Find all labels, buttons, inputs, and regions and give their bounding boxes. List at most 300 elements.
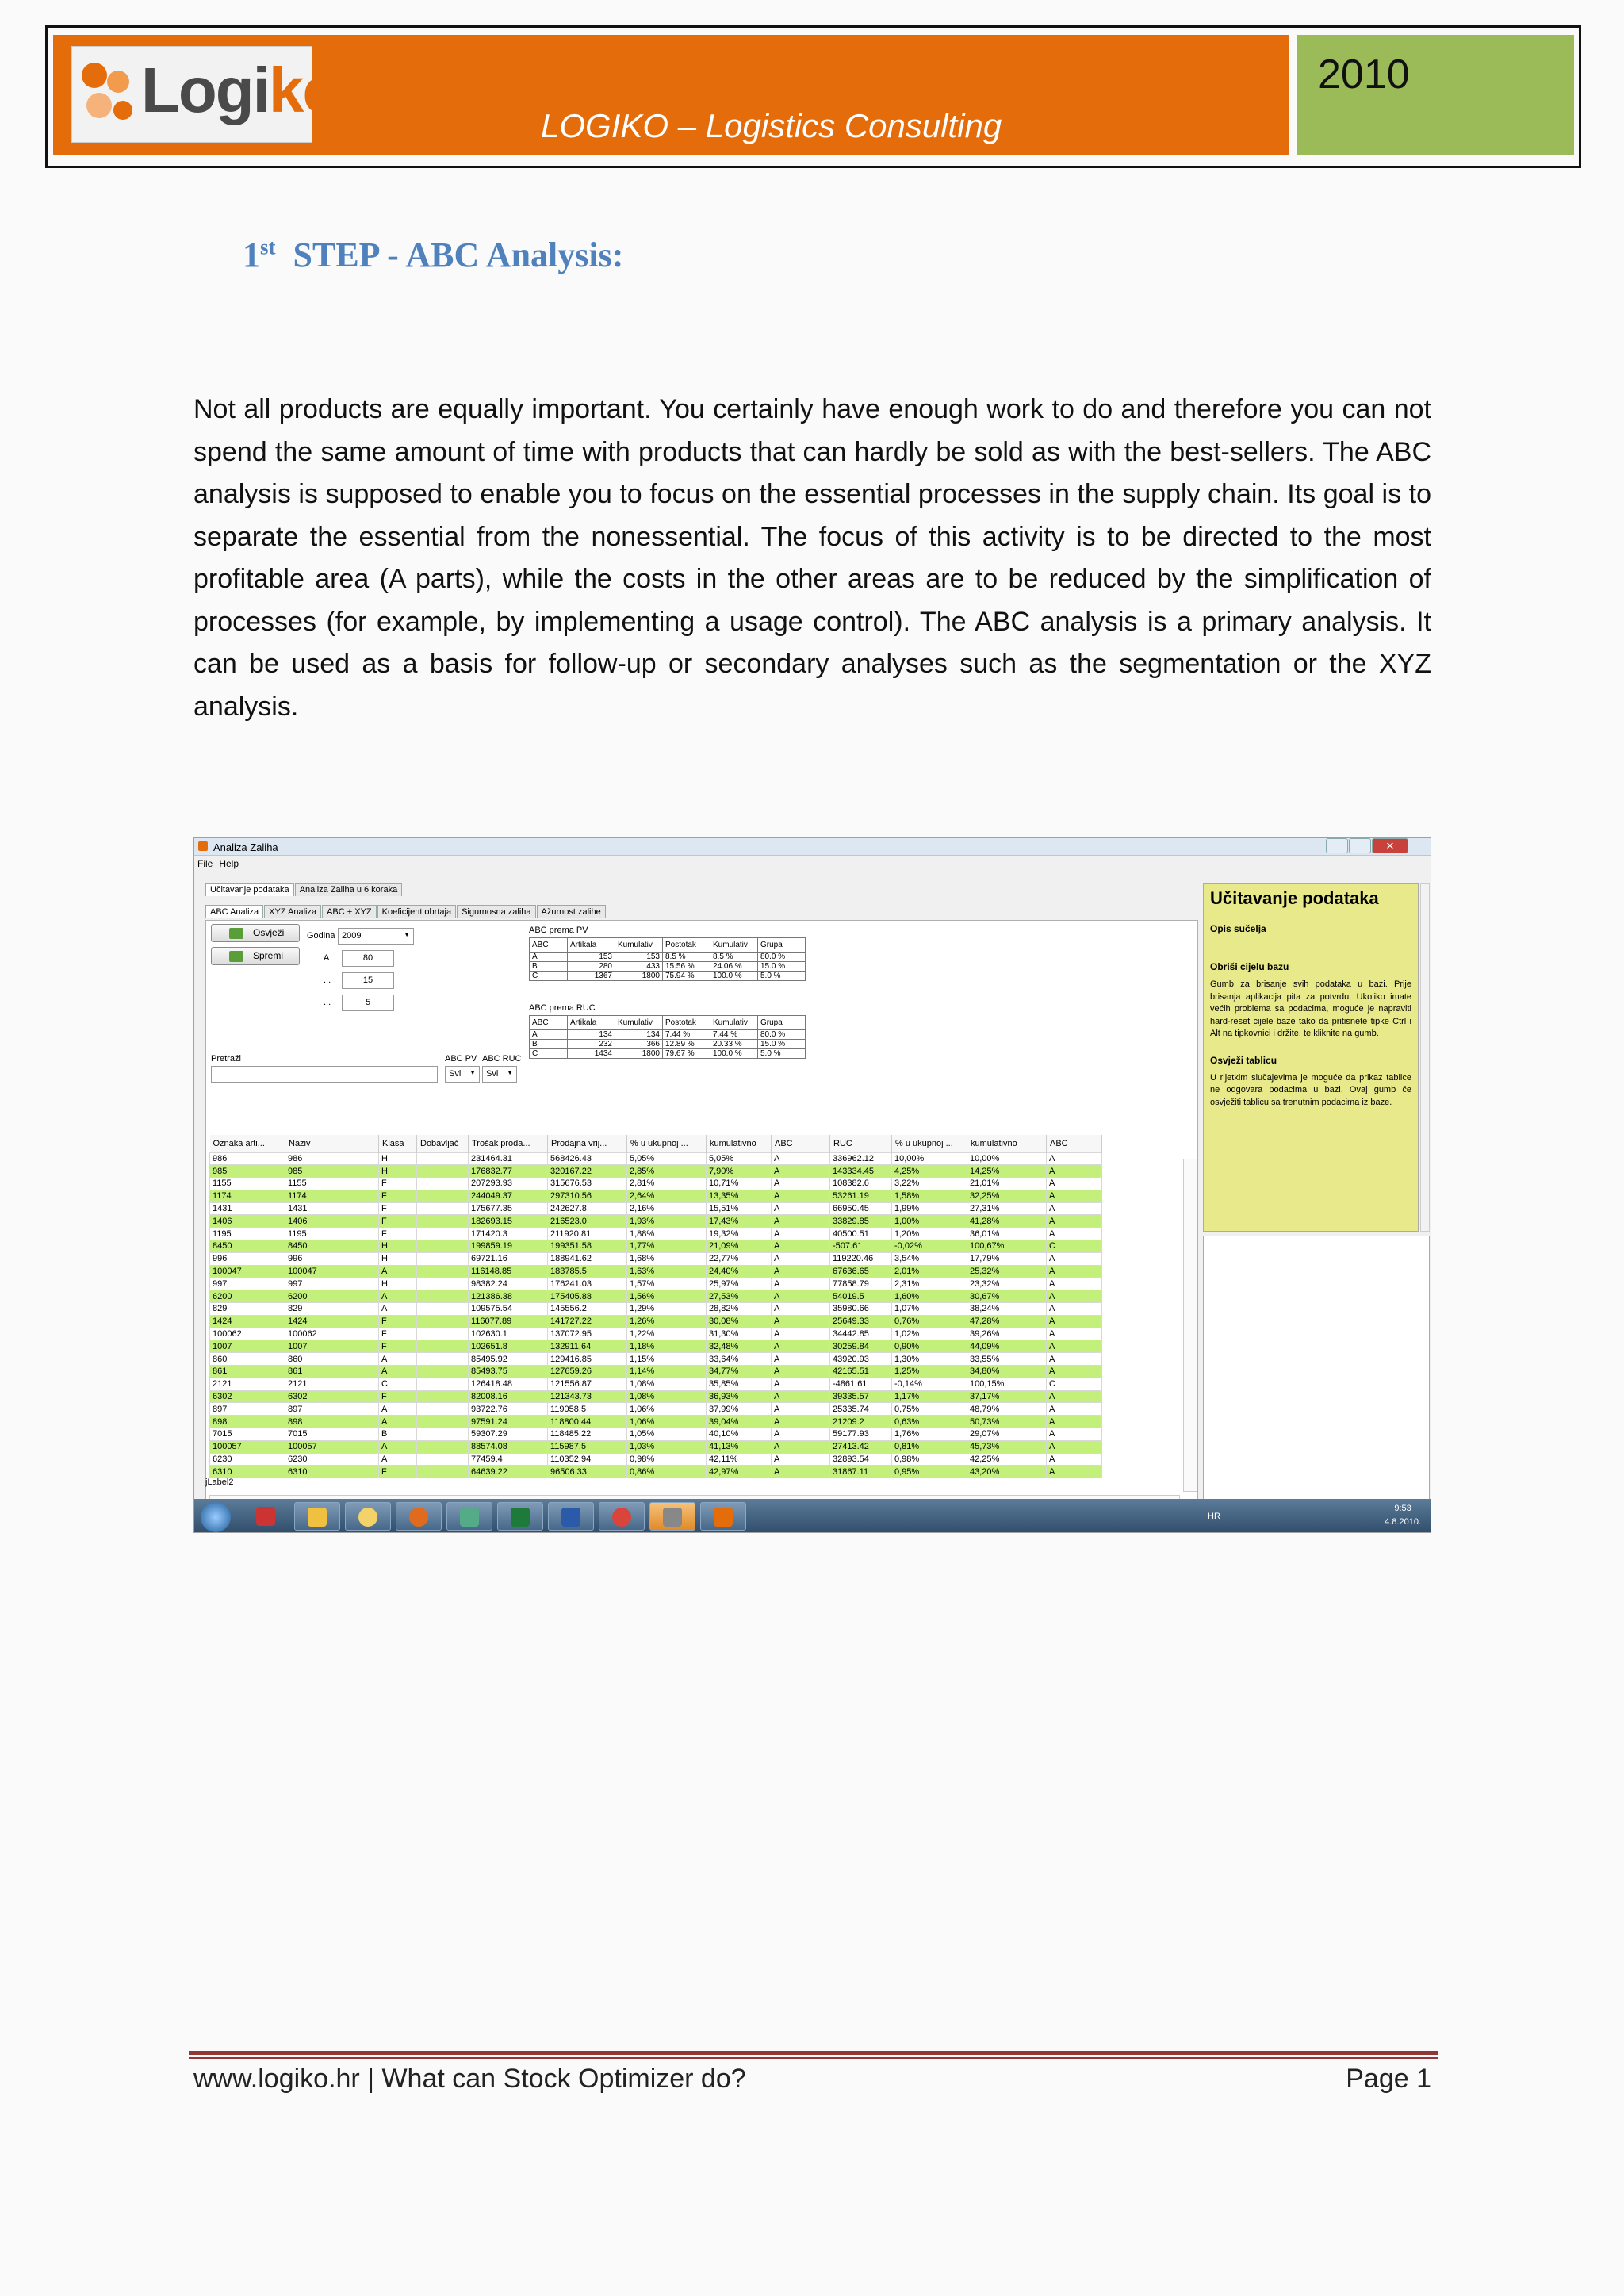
- table-cell: A: [772, 1315, 830, 1328]
- table-cell: C: [1047, 1240, 1102, 1253]
- refresh-label: Osvježi: [253, 927, 285, 938]
- table-cell: 17,79%: [967, 1252, 1047, 1265]
- table-row[interactable]: [210, 1466, 1102, 1478]
- table-cell: 108382.6: [830, 1178, 892, 1190]
- summary-cell: 366: [615, 1040, 663, 1049]
- tab-abc-xyz[interactable]: ABC + XYZ: [322, 905, 377, 918]
- table-cell: 0,63%: [892, 1416, 967, 1428]
- summary-header: ABC: [530, 938, 568, 953]
- table-cell: 102651.8: [469, 1340, 548, 1353]
- table-row[interactable]: [210, 1366, 1102, 1378]
- table-row[interactable]: [210, 1152, 1102, 1165]
- table-cell: A: [1047, 1403, 1102, 1416]
- table-cell: A: [772, 1252, 830, 1265]
- table-cell: 986: [285, 1152, 379, 1165]
- table-row[interactable]: [210, 1290, 1102, 1303]
- table-cell: 100047: [285, 1265, 379, 1278]
- table-cell: A: [1047, 1328, 1102, 1340]
- table-cell: 25335.74: [830, 1403, 892, 1416]
- taskbar-sticky[interactable]: [345, 1502, 391, 1531]
- help-panel: [1203, 883, 1419, 1232]
- summary-cell: 7.44 %: [710, 1030, 758, 1040]
- summary-cell: B: [530, 1040, 568, 1049]
- table-cell: 59307.29: [469, 1428, 548, 1441]
- table-cell: 35,85%: [707, 1378, 772, 1390]
- table-cell: 986: [210, 1152, 285, 1165]
- column-header[interactable]: kumulativno: [707, 1135, 772, 1152]
- table-row[interactable]: [210, 1215, 1102, 1228]
- table-cell: 1,88%: [627, 1228, 707, 1240]
- table-cell: 2,01%: [892, 1265, 967, 1278]
- table-cell: 23,32%: [967, 1278, 1047, 1290]
- table-cell: A: [379, 1353, 417, 1366]
- summary-header: Kumulativ: [710, 1016, 758, 1030]
- table-cell: 1155: [285, 1178, 379, 1190]
- page-number: Page 1: [1346, 2064, 1431, 2094]
- table-cell: 33,55%: [967, 1353, 1047, 1366]
- summary-cell: 79.67 %: [663, 1049, 710, 1059]
- table-cell: A: [772, 1390, 830, 1403]
- table-cell: 7,90%: [707, 1165, 772, 1178]
- table-cell: 127659.26: [548, 1366, 627, 1378]
- column-header[interactable]: Naziv: [285, 1135, 379, 1152]
- minimize-button[interactable]: [1326, 838, 1348, 853]
- table-cell: C: [379, 1378, 417, 1390]
- table-cell: F: [379, 1340, 417, 1353]
- summary-cell: C: [530, 1049, 568, 1059]
- table-cell: F: [379, 1466, 417, 1478]
- table-cell: 19,32%: [707, 1228, 772, 1240]
- table-cell: 1431: [285, 1202, 379, 1215]
- summary-cell: 5.0 %: [758, 1049, 806, 1059]
- column-header[interactable]: % u ukupnoj ...: [892, 1135, 967, 1152]
- taskbar-word[interactable]: [548, 1502, 594, 1531]
- column-header[interactable]: Oznaka arti...: [210, 1135, 285, 1152]
- table-row[interactable]: [210, 1178, 1102, 1190]
- table-cell: [417, 1290, 469, 1303]
- table-cell: 0,98%: [627, 1453, 707, 1466]
- table-cell: 1,00%: [892, 1215, 967, 1228]
- c-input[interactable]: 5: [342, 995, 394, 1011]
- abc-pv-label: ABC PV: [445, 1054, 477, 1064]
- table-row[interactable]: [210, 1315, 1102, 1328]
- table-cell: A: [1047, 1152, 1102, 1165]
- table-cell: B: [379, 1428, 417, 1441]
- tab-koeficijent[interactable]: Koeficijent obrtaja: [377, 905, 456, 918]
- table-cell: 41,13%: [707, 1440, 772, 1453]
- table-row[interactable]: [210, 1252, 1102, 1265]
- app-icon: [198, 841, 208, 851]
- app-titlebar: [194, 838, 1431, 856]
- menu-file[interactable]: File: [197, 858, 213, 869]
- table-cell: 6200: [210, 1290, 285, 1303]
- column-header[interactable]: Dobavljač: [417, 1135, 469, 1152]
- table-cell: A: [772, 1353, 830, 1366]
- table-cell: 1,02%: [892, 1328, 967, 1340]
- summary-cell: 15.56 %: [663, 962, 710, 972]
- table-cell: 1,08%: [627, 1390, 707, 1403]
- help-text-osvjezi: U rijetkim slučajevima je moguće da prikaz tablice ne odgovara podacima u bazi. Ovaj gumb će osvježiti tablicu sa trenutnim podacima iz baze.: [1210, 1072, 1411, 1107]
- table-cell: A: [772, 1278, 830, 1290]
- table-cell: 0,76%: [892, 1315, 967, 1328]
- table-cell: A: [379, 1366, 417, 1378]
- table-cell: 93722.76: [469, 1403, 548, 1416]
- summary-cell: 8.5 %: [710, 953, 758, 962]
- table-cell: A: [1047, 1466, 1102, 1478]
- table-cell: 1,20%: [892, 1228, 967, 1240]
- table-cell: A: [772, 1190, 830, 1202]
- table-cell: 100047: [210, 1265, 285, 1278]
- table-cell: 4,25%: [892, 1165, 967, 1178]
- table-cell: H: [379, 1240, 417, 1253]
- table-row[interactable]: [210, 1428, 1102, 1441]
- table-cell: 28,82%: [707, 1303, 772, 1316]
- column-header[interactable]: kumulativno: [967, 1135, 1047, 1152]
- table-cell: 33,64%: [707, 1353, 772, 1366]
- table-cell: C: [1047, 1378, 1102, 1390]
- save-label: Spremi: [253, 950, 284, 961]
- table-cell: 898: [210, 1416, 285, 1428]
- taskbar-firefox[interactable]: [396, 1502, 442, 1531]
- table-cell: 77459.4: [469, 1453, 548, 1466]
- table-cell: 39,04%: [707, 1416, 772, 1428]
- tab-abc[interactable]: ABC Analiza: [205, 905, 263, 918]
- table-cell: 1,77%: [627, 1240, 707, 1253]
- table-cell: 33829.85: [830, 1215, 892, 1228]
- table-cell: 1,93%: [627, 1215, 707, 1228]
- table-cell: F: [379, 1328, 417, 1340]
- table-cell: A: [1047, 1215, 1102, 1228]
- table-cell: 1,99%: [892, 1202, 967, 1215]
- table-cell: A: [1047, 1228, 1102, 1240]
- tab-azurnost[interactable]: Ažurnost zalihe: [537, 905, 606, 918]
- table-cell: A: [1047, 1416, 1102, 1428]
- table-cell: A: [1047, 1278, 1102, 1290]
- table-cell: [417, 1466, 469, 1478]
- table-cell: F: [379, 1190, 417, 1202]
- table-row[interactable]: [210, 1403, 1102, 1416]
- taskbar-chrome[interactable]: [599, 1502, 645, 1531]
- table-cell: 35980.66: [830, 1303, 892, 1316]
- table-cell: 985: [210, 1165, 285, 1178]
- help-scrollbar[interactable]: [1420, 883, 1430, 1232]
- table-row[interactable]: [210, 1165, 1102, 1178]
- table-cell: 5,05%: [627, 1152, 707, 1165]
- table-cell: 171420.3: [469, 1228, 548, 1240]
- table-cell: 2,85%: [627, 1165, 707, 1178]
- table-cell: H: [379, 1252, 417, 1265]
- a-label: A: [324, 953, 330, 963]
- search-input[interactable]: [211, 1066, 438, 1083]
- table-cell: A: [1047, 1202, 1102, 1215]
- table-cell: F: [379, 1178, 417, 1190]
- table-cell: 829: [285, 1303, 379, 1316]
- table-row[interactable]: [210, 1390, 1102, 1403]
- table-cell: A: [1047, 1290, 1102, 1303]
- table-cell: 997: [210, 1278, 285, 1290]
- table-cell: 37,17%: [967, 1390, 1047, 1403]
- table-cell: A: [772, 1453, 830, 1466]
- tab-sigurnosna[interactable]: Sigurnosna zaliha: [457, 905, 535, 918]
- table-cell: 137072.95: [548, 1328, 627, 1340]
- table-row[interactable]: [210, 1440, 1102, 1453]
- table-row[interactable]: [210, 1416, 1102, 1428]
- app-screenshot: [193, 837, 1431, 1533]
- summary-cell: 15.0 %: [758, 1040, 806, 1049]
- tab-analiza[interactable]: Analiza Zaliha u 6 koraka: [295, 883, 403, 896]
- column-header[interactable]: Trošak proda...: [469, 1135, 548, 1152]
- taskbar-excel[interactable]: [497, 1502, 543, 1531]
- column-header[interactable]: % u ukupnoj ...: [627, 1135, 707, 1152]
- table-cell: 1,30%: [892, 1353, 967, 1366]
- abc-ruc-select[interactable]: Svi ▼: [482, 1066, 517, 1083]
- table-row[interactable]: [210, 1190, 1102, 1202]
- summary-header: ABC: [530, 1016, 568, 1030]
- summary-cell: 134: [615, 1030, 663, 1040]
- summary-header: Artikala: [568, 938, 615, 953]
- table-cell: 6230: [285, 1453, 379, 1466]
- column-header[interactable]: Klasa: [379, 1135, 417, 1152]
- godina-label: Godina: [307, 931, 335, 941]
- table-cell: 10,71%: [707, 1178, 772, 1190]
- table-cell: A: [379, 1290, 417, 1303]
- table-cell: 21,09%: [707, 1240, 772, 1253]
- summary-cell: 1434: [568, 1049, 615, 1059]
- table-cell: 1,06%: [627, 1403, 707, 1416]
- summary-cell: 7.44 %: [663, 1030, 710, 1040]
- table-cell: -4861.61: [830, 1378, 892, 1390]
- maximize-button[interactable]: [1349, 838, 1371, 853]
- table-cell: 320167.22: [548, 1165, 627, 1178]
- summary-cell: 153: [568, 953, 615, 962]
- table-cell: 568426.43: [548, 1152, 627, 1165]
- footer-rule-thin: [189, 2057, 1438, 2059]
- table-cell: 82008.16: [469, 1390, 548, 1403]
- table-cell: 2,64%: [627, 1190, 707, 1202]
- summary-cell: 24.06 %: [710, 962, 758, 972]
- table-row[interactable]: [210, 1340, 1102, 1353]
- tab-ucitavanje[interactable]: Učitavanje podataka: [205, 883, 294, 896]
- table-cell: 1,57%: [627, 1278, 707, 1290]
- table-cell: A: [1047, 1265, 1102, 1278]
- save-icon: [229, 951, 243, 962]
- table-cell: 100057: [285, 1440, 379, 1453]
- table-cell: 27413.42: [830, 1440, 892, 1453]
- table-cell: 860: [285, 1353, 379, 1366]
- column-header[interactable]: ABC: [1047, 1135, 1102, 1152]
- help-subtitle-obrisi: Obriši cijelu bazu: [1210, 961, 1289, 972]
- summary-cell: 1367: [568, 972, 615, 981]
- logo-text-tail: kc: [268, 55, 336, 125]
- taskbar-app[interactable]: [649, 1502, 695, 1531]
- tray-language[interactable]: HR: [1208, 1512, 1220, 1521]
- table-cell: 996: [285, 1252, 379, 1265]
- table-cell: -0,14%: [892, 1378, 967, 1390]
- table-cell: 115987.5: [548, 1440, 627, 1453]
- start-button[interactable]: [201, 1502, 231, 1532]
- column-header[interactable]: RUC: [830, 1135, 892, 1152]
- summary-cell: 433: [615, 962, 663, 972]
- godina-select[interactable]: 2009 ▼: [338, 928, 414, 945]
- table-cell: [417, 1215, 469, 1228]
- taskbar-snipping-tool[interactable]: [243, 1502, 289, 1531]
- table-cell: 1174: [210, 1190, 285, 1202]
- table-cell: A: [1047, 1303, 1102, 1316]
- column-header[interactable]: ABC: [772, 1135, 830, 1152]
- table-cell: 10,00%: [967, 1152, 1047, 1165]
- table-cell: 145556.2: [548, 1303, 627, 1316]
- table-cell: 88574.08: [469, 1440, 548, 1453]
- table-cell: A: [1047, 1390, 1102, 1403]
- table-cell: 188941.62: [548, 1252, 627, 1265]
- table-cell: [417, 1378, 469, 1390]
- table-cell: 41,28%: [967, 1215, 1047, 1228]
- summary-cell: 12.89 %: [663, 1040, 710, 1049]
- table-cell: 77858.79: [830, 1278, 892, 1290]
- column-header[interactable]: Prodajna vrij...: [548, 1135, 627, 1152]
- table-cell: 66950.45: [830, 1202, 892, 1215]
- table-row[interactable]: [210, 1378, 1102, 1390]
- section-heading: [243, 235, 623, 275]
- table-cell: A: [1047, 1178, 1102, 1190]
- table-cell: 1406: [285, 1215, 379, 1228]
- table-cell: 43,20%: [967, 1466, 1047, 1478]
- table-row[interactable]: [210, 1353, 1102, 1366]
- table-cell: 85495.92: [469, 1353, 548, 1366]
- abc-panel: [205, 920, 1198, 1507]
- summary-header: Kumulativ: [710, 938, 758, 953]
- table-cell: 53261.19: [830, 1190, 892, 1202]
- table-cell: [417, 1152, 469, 1165]
- b-input[interactable]: 15: [342, 972, 394, 989]
- table-cell: [417, 1353, 469, 1366]
- close-button[interactable]: ✕: [1372, 838, 1408, 853]
- table-cell: 25,97%: [707, 1278, 772, 1290]
- table-cell: -507.61: [830, 1240, 892, 1253]
- grid-vertical-scrollbar[interactable]: [1183, 1159, 1197, 1492]
- table-cell: A: [772, 1416, 830, 1428]
- taskbar-tool[interactable]: [446, 1502, 492, 1531]
- table-row[interactable]: [210, 1265, 1102, 1278]
- summary-cell: 5.0 %: [758, 972, 806, 981]
- table-cell: A: [772, 1303, 830, 1316]
- table-cell: 1424: [285, 1315, 379, 1328]
- table-cell: 1,56%: [627, 1290, 707, 1303]
- table-cell: 22,77%: [707, 1252, 772, 1265]
- table-cell: A: [1047, 1165, 1102, 1178]
- table-cell: 100,67%: [967, 1240, 1047, 1253]
- table-cell: 1,06%: [627, 1416, 707, 1428]
- table-cell: 182693.15: [469, 1215, 548, 1228]
- table-cell: 100057: [210, 1440, 285, 1453]
- taskbar-explorer[interactable]: [294, 1502, 340, 1531]
- table-cell: 100062: [210, 1328, 285, 1340]
- refresh-button[interactable]: [211, 924, 300, 942]
- table-cell: 109575.54: [469, 1303, 548, 1316]
- tab-xyz[interactable]: XYZ Analiza: [264, 905, 321, 918]
- table-row[interactable]: [210, 1303, 1102, 1316]
- table-cell: H: [379, 1152, 417, 1165]
- table-cell: A: [772, 1240, 830, 1253]
- table-cell: A: [772, 1428, 830, 1441]
- table-cell: 42,97%: [707, 1466, 772, 1478]
- table-row[interactable]: [210, 1328, 1102, 1340]
- table-cell: 1174: [285, 1190, 379, 1202]
- ruc-summary-table: [529, 1015, 806, 1059]
- table-cell: 1,03%: [627, 1440, 707, 1453]
- table-cell: 126418.48: [469, 1378, 548, 1390]
- table-cell: 30,08%: [707, 1315, 772, 1328]
- summary-cell: B: [530, 962, 568, 972]
- tray-date: 4.8.2010.: [1385, 1517, 1421, 1527]
- abc-ruc-label: ABC RUC: [482, 1054, 522, 1064]
- table-cell: 42,11%: [707, 1453, 772, 1466]
- table-cell: 6310: [285, 1466, 379, 1478]
- table-cell: F: [379, 1202, 417, 1215]
- table-cell: 38,24%: [967, 1303, 1047, 1316]
- step-title: STEP - ABC Analysis:: [293, 236, 624, 274]
- summary-cell: 20.33 %: [710, 1040, 758, 1049]
- status-label: jLabel2: [205, 1478, 234, 1487]
- table-cell: A: [379, 1265, 417, 1278]
- table-cell: A: [379, 1303, 417, 1316]
- table-cell: A: [1047, 1252, 1102, 1265]
- table-row[interactable]: [210, 1240, 1102, 1253]
- table-cell: 32893.54: [830, 1453, 892, 1466]
- table-cell: 34,77%: [707, 1366, 772, 1378]
- abc-pv-select[interactable]: Svi ▼: [445, 1066, 480, 1083]
- table-cell: 1,26%: [627, 1315, 707, 1328]
- tray-clock[interactable]: [1385, 1502, 1421, 1529]
- save-button[interactable]: [211, 947, 300, 965]
- table-cell: A: [1047, 1315, 1102, 1328]
- table-cell: 2,16%: [627, 1202, 707, 1215]
- table-cell: 44,09%: [967, 1340, 1047, 1353]
- menu-help[interactable]: Help: [219, 858, 239, 869]
- taskbar-logiko[interactable]: [700, 1502, 746, 1531]
- table-cell: 336962.12: [830, 1152, 892, 1165]
- table-row[interactable]: [210, 1202, 1102, 1215]
- table-cell: F: [379, 1390, 417, 1403]
- table-row[interactable]: [210, 1278, 1102, 1290]
- table-cell: 141727.22: [548, 1315, 627, 1328]
- summary-header: Artikala: [568, 1016, 615, 1030]
- table-cell: F: [379, 1315, 417, 1328]
- table-cell: 829: [210, 1303, 285, 1316]
- table-cell: [417, 1453, 469, 1466]
- table-cell: 8450: [285, 1240, 379, 1253]
- table-row[interactable]: [210, 1228, 1102, 1240]
- table-cell: 110352.94: [548, 1453, 627, 1466]
- table-row[interactable]: [210, 1453, 1102, 1466]
- table-cell: [417, 1240, 469, 1253]
- a-input[interactable]: 80: [342, 950, 394, 967]
- header-year: 2010: [1318, 52, 1410, 98]
- table-cell: 0,90%: [892, 1340, 967, 1353]
- table-cell: 13,35%: [707, 1190, 772, 1202]
- table-cell: 34,80%: [967, 1366, 1047, 1378]
- table-cell: 42,25%: [967, 1453, 1047, 1466]
- summary-cell: 280: [568, 962, 615, 972]
- table-cell: 143334.45: [830, 1165, 892, 1178]
- table-cell: 1,58%: [892, 1190, 967, 1202]
- table-cell: 21,01%: [967, 1178, 1047, 1190]
- refresh-icon: [229, 928, 243, 939]
- search-label: Pretraži: [211, 1054, 241, 1064]
- table-cell: 69721.16: [469, 1252, 548, 1265]
- table-cell: 1155: [210, 1178, 285, 1190]
- analysis-tabs: [205, 905, 607, 918]
